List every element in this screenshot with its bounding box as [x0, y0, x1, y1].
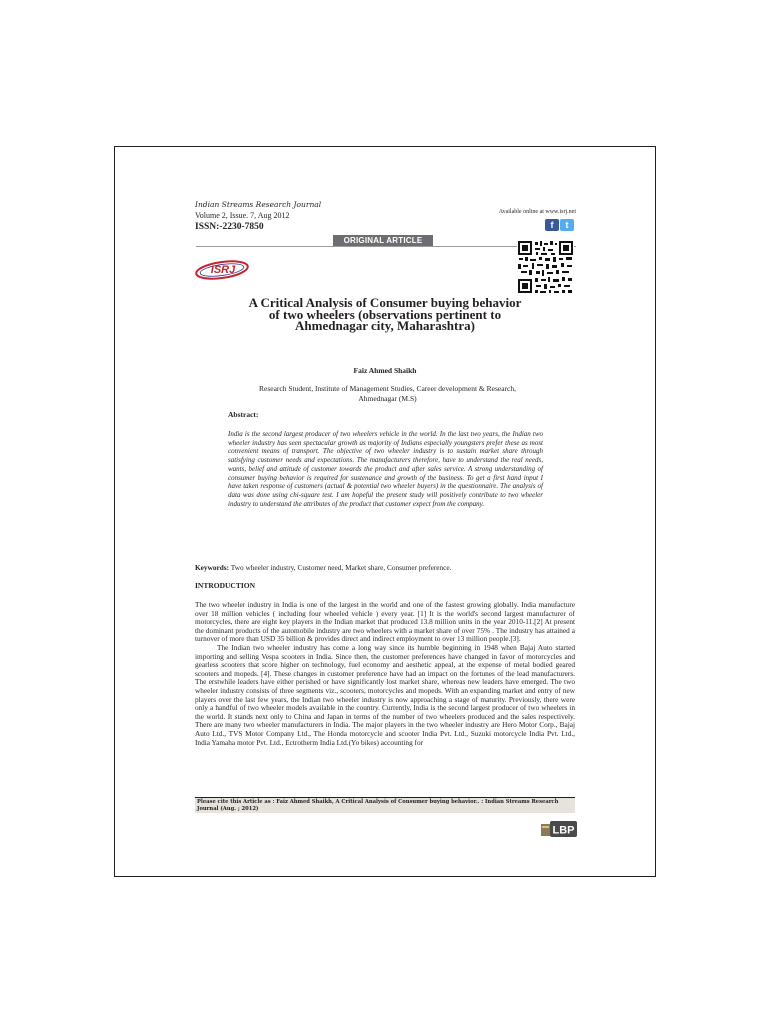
twitter-icon[interactable]: t [560, 219, 574, 231]
original-article-banner: ORIGINAL ARTICLE [333, 235, 433, 246]
facebook-icon[interactable]: f [545, 219, 559, 231]
introduction-body [195, 601, 575, 747]
paragraph: The two wheeler industry in India is one of the largest in the world and one of the fastest growing globally. India manufacture over 18 million vehicles ( including four wheeled vehicle ) every year. [1] It is the world's second largest manufacturer of motorcycles, there are eight key players in the Indian market that produced 13.8 million units in the year 2010-11.[2] At present the dominant products of the automobile industry are two wheelers with a market share of over 75% . The industry has attained a turnover of more than USD 35 billion & provides direct and indirect employment to over 13 million people.[3]. [195, 600, 575, 644]
social-icons [545, 219, 575, 231]
title-line: A Critical Analysis of Consumer buying behavior [248, 295, 522, 310]
lbp-text: LBP [552, 824, 575, 837]
logo-text: ISRJ [210, 264, 236, 276]
keywords-label: Keywords: [195, 563, 230, 572]
abstract-text: India is the second largest producer of two wheelers vehicle in the world. In the last two years, the Indian two wheeler industry has seen spectacular growth as majority of Indians especially youngsters prefer these as most convenient means of transport. The objective of two wheeler industry is to sustain market share through satisfying customer needs and expectations. The manufacturers therefore, have to understand the real needs, wants, belief and attitude of customer towards the product and after sales service. A strong understanding of consumer buying behavior is required for sustenance and growth of the business. To get a first hand input I have taken response of customers (actual & potential two wheeler buyers) in the questionnaire. The analysis of data was done using chi-square test. I am hopeful the present study will positively contribute to two wheeler industry to understand the attributes of the product that customer expect from the company. [228, 430, 543, 508]
title-line: Ahmednagar city, Maharashtra) [295, 318, 475, 333]
paper-title [195, 297, 575, 332]
title-line: of two wheelers (observations pertinent to [268, 306, 502, 322]
citation-box: Please cite this Article as : Faiz Ahmed Shaikh, A Critical Analysis of Consumer buying behavior.. : Indian Streams Research Journal (Aug. ; 2012) [195, 797, 575, 813]
abstract-heading: Abstract: [228, 410, 259, 419]
lbp-publisher-logo [541, 820, 577, 838]
volume-issue: Volume 2, Issue. 7, Aug 2012 [195, 211, 290, 220]
qr-code-icon [517, 240, 574, 294]
author-name: Faiz Ahmed Shaikh [353, 366, 417, 375]
affiliation [225, 384, 550, 403]
issn: ISSN:-2230-7850 [195, 222, 264, 232]
introduction-heading: INTRODUCTION [195, 581, 256, 590]
journal-name: Indian Streams Research Journal [195, 200, 322, 209]
online-availability[interactable]: Available online at www.isrj.net [498, 209, 576, 215]
paragraph: The Indian two wheeler industry has come a long way since its humble beginning in 1948 when Bajaj Auto started importing and selling Vespa scooters in India. Since then, the customer preferences have changed in favor of motorcycles and gearless scooters that score higher on technology, fuel economy and aesthetic appeal, at the expense of metal bodied geared scooters and mopeds. [4]. These changes in customer preference have had an impact on the fortunes of the lead manufacturers. The erstwhile leaders have either perished or have significantly lost market share, whereas new leaders have emerged. The two wheeler industry consists of three segments viz., scooters, motorcycles and mopeds. With an expanding market and entry of new players over the last few years, the Indian two wheeler industry is now approaching a stage of maturity. Previously, there were only a handful of two wheeler models available in the country. Currently, India is the second largest producer of two wheelers in the world. It stands next only to China and Japan in terms of the number of two wheelers produced and the sales respectively. There are many two wheeler manufacturers in India. The major players in the two wheeler industry are Hero Motor Corp., Bajaj Auto Ltd., TVS Motor Company Ltd., The Honda motorcycle and scooter India Pvt. Ltd., Suzuki motorcycle India Pvt. Ltd., India Yamaha motor Pvt. Ltd., Ectrotherm India Ltd.(Yo bikes) accounting for [195, 642, 575, 747]
keywords-list: Two wheeler industry, Customer need, Market share, Consumer preference. [229, 563, 452, 572]
affiliation-line: Ahmednagar (M.S) [358, 393, 417, 403]
page-border [114, 146, 656, 877]
isrj-logo [195, 258, 251, 280]
affiliation-line: Research Student, Institute of Management Studies, Career development & Research, [258, 384, 516, 393]
keywords [195, 563, 575, 572]
